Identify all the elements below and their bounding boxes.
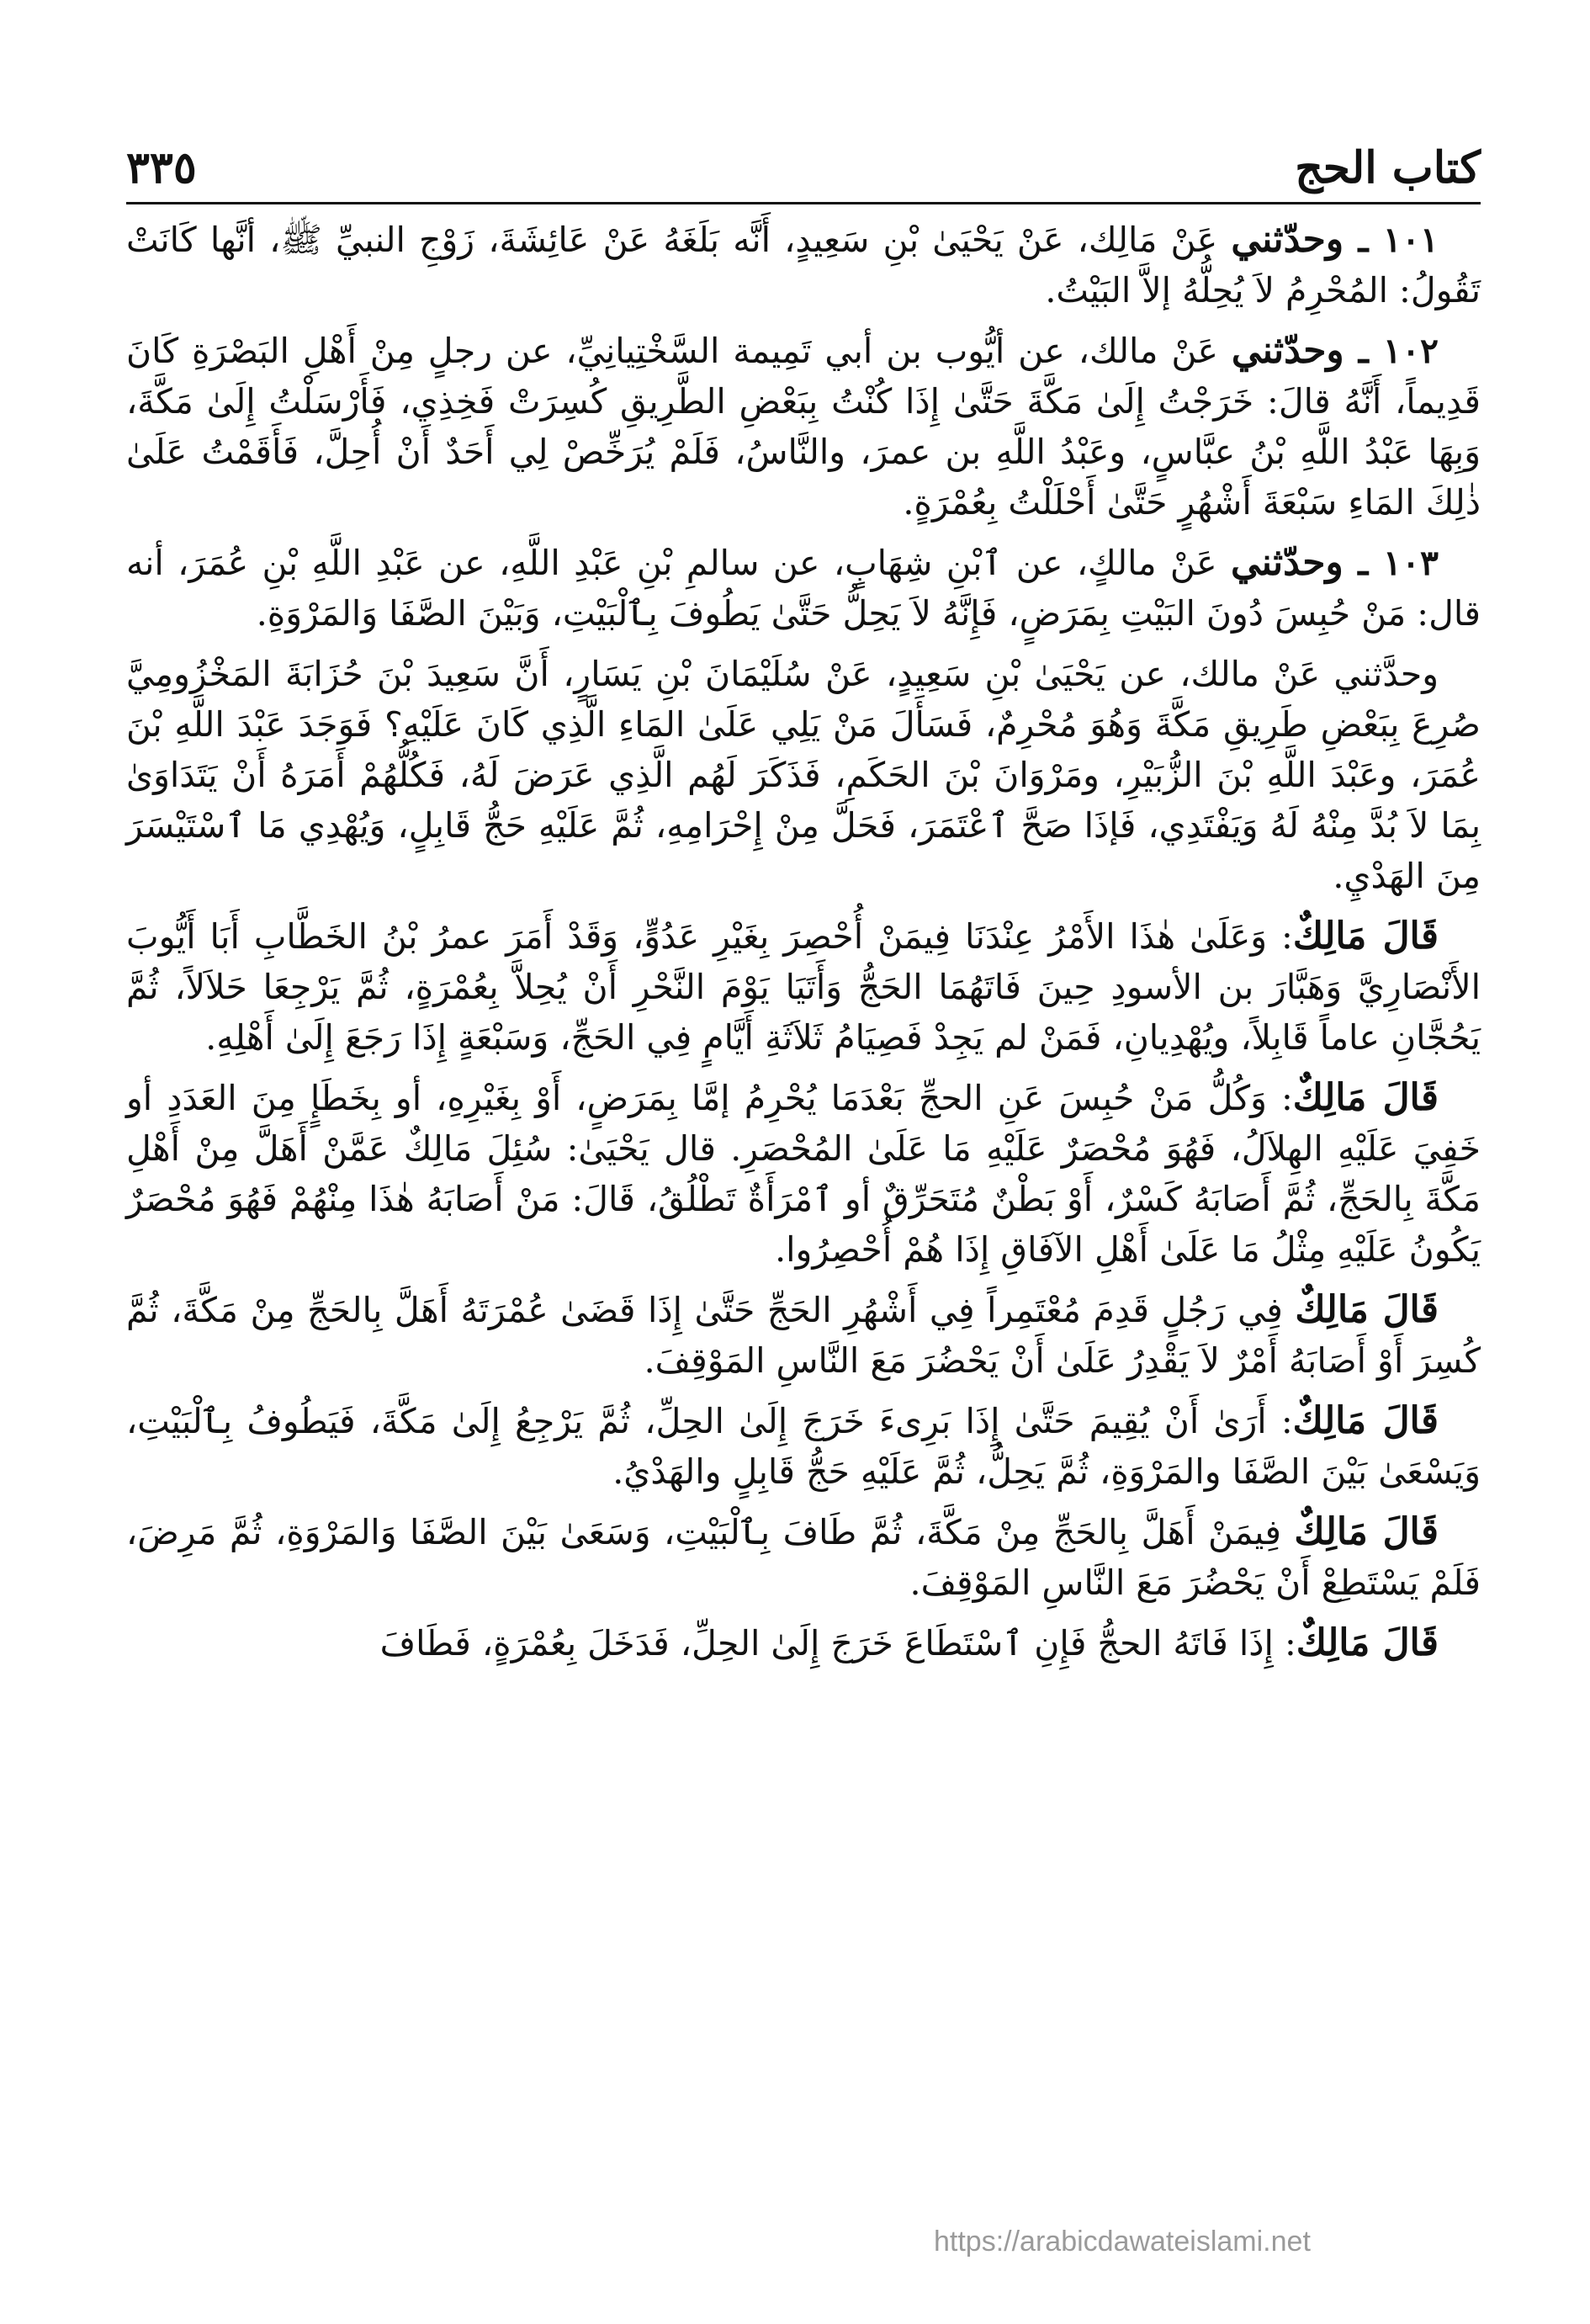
separator: ـ xyxy=(1344,220,1383,260)
hadith-paragraph xyxy=(126,538,1481,639)
page-number: ٣٣٥ xyxy=(126,142,197,194)
malik-paragraph xyxy=(126,1285,1481,1386)
paragraph-text: : أَرَىٰ أَنْ يُقِيمَ حَتَّىٰ إِذَا بَرِىءَ خَرَجَ إِلَىٰ الحِلِّ، ثُمَّ يَرْجِعُ إِلَىٰ مَكَّةَ، فَيَطُوفُ بِٱلْبَيْتِ، وَيَسْعَىٰ بَيْنَ الصَّفَا والمَرْوَةِ، ثُمَّ يَحِلُّ، ثُمَّ عَلَيْهِ حَجُّ قَابِلٍ والهَدْيُ. xyxy=(126,1401,1481,1492)
malik-paragraph xyxy=(126,1618,1481,1669)
paragraph-text: عَنْ مالك، عن أيُّوب بن أبي تَمِيمة السَّخْتِيانِيِّ، عن رجلٍ مِنْ أَهْلِ البَصْرَةِ كَانَ قَدِيماً، أَنَّهُ قالَ: خَرَجْتُ إِلَىٰ مَكَّةَ حَتَّىٰ إِذَا كُنْتُ بِبَعْضِ الطَّرِيقِ كُسِرَتْ فَخِذِي، فَأَرْسَلْتُ إِلَىٰ مَكَّةَ، وَبِهَا عَبْدُ اللَّهِ بْنُ عبَّاسٍ، وعَبْدُ اللَّهِ بن عمرَ، والنَّاسُ، فَلَمْ يُرَخِّصْ لِي أَحَدٌ أَنْ أُحِلَّ، فَأَقَمْتُ عَلَىٰ ذٰلِكَ المَاءِ سَبْعَةَ أَشْهُرٍ حَتَّىٰ أَحْلَلْتُ بِعُمْرَةٍ. xyxy=(126,331,1481,523)
lead-word: قَالَ مَالِكٌ xyxy=(1292,915,1439,958)
malik-paragraph xyxy=(126,1396,1481,1497)
lead-word: وحدّثني xyxy=(1231,218,1344,261)
hadith-number: ١٠١ xyxy=(1382,220,1439,260)
lead-word: قَالَ مَالِكٌ xyxy=(1292,1076,1439,1119)
page-header xyxy=(126,118,1481,204)
malik-paragraph xyxy=(126,1507,1481,1608)
separator: ـ xyxy=(1344,331,1383,371)
hadith-number: ١٠٢ xyxy=(1382,331,1439,371)
lead-word: وحدّثني xyxy=(1230,541,1344,584)
separator: ـ xyxy=(1343,543,1383,583)
paragraph-text: : إِذَا فَاتَهُ الحجُّ فَإِنِ ٱسْتَطَاعَ خَرَجَ إِلَىٰ الحِلِّ، فَدَخَلَ بِعُمْرَةٍ، فَطَافَ xyxy=(379,1623,1296,1663)
paragraph-text: فِي رَجُلٍ قَدِمَ مُعْتَمِراً فِي أَشْهُرِ الحَجِّ حَتَّىٰ إِذَا قَضَىٰ عُمْرَتَهُ أَهَلَّ بِالحَجِّ مِنْ مَكَّةَ، ثُمَّ كُسِرَ أَوْ أَصَابَهُ أَمْرٌ لاَ يَقْدِرُ عَلَىٰ أَنْ يَحْضُرَ مَعَ النَّاسِ المَوْقِفَ. xyxy=(126,1290,1481,1381)
watermark-url: https://arabicdawateislami.net xyxy=(934,2226,1311,2258)
hadith-paragraph xyxy=(126,326,1481,528)
malik-paragraph xyxy=(126,1073,1481,1275)
lead-word: قَالَ مَالِكٌ xyxy=(1296,1621,1439,1664)
paragraph-text: وحدَّثني عَنْ مالك، عن يَحْيَىٰ بْنِ سَعِيدٍ، عَنْ سُلَيْمَانَ بْنِ يَسَارٍ، أَنَّ سَعِيدَ بْنَ حُزَابَةَ المَخْزُومِيَّ صُرِعَ بِبَعْضِ طَرِيقِ مَكَّةَ وَهُوَ مُحْرِمٌ، فَسَأَلَ مَنْ يَلِي عَلَىٰ المَاءِ الَّذِي كَانَ عَلَيْهِ؟ فَوَجَدَ عَبْدَ اللَّهِ بْنَ عُمَرَ، وعَبْدَ اللَّهِ بْنَ الزُّبَيْرِ، ومَرْوَانَ بْنَ الحَكَمِ، فَذَكَرَ لَهُم الَّذِي عَرَضَ لَهُ، فَكُلُّهُمْ أَمَرَهُ أَنْ يَتَدَاوَىٰ بِمَا لاَ بُدَّ مِنْهُ لَهُ وَيَفْتَدِي، فَإذَا صَحَّ ٱعْتَمَرَ، فَحَلَّ مِنْ إِحْرَامِهِ، ثُمَّ عَلَيْهِ حَجُّ قَابِلٍ، وَيُهْدِي مَا ٱسْتَيْسَرَ مِنَ الهَدْيِ. xyxy=(126,654,1481,896)
malik-paragraph xyxy=(126,911,1481,1063)
paragraph-text: عَنْ مَالِك، عَنْ يَحْيَىٰ بْنِ سَعِيدٍ، أَنَّه بَلَغَهُ عَنْ عَائِشَةَ، زَوْجِ النبيِّ ﷺ، أنَّها كَانَتْ تَقُولُ: المُحْرِمُ لاَ يُحِلُّهُ إلاَّ البَيْتُ. xyxy=(126,220,1481,310)
hadith-paragraph xyxy=(126,215,1481,316)
hadith-number: ١٠٣ xyxy=(1382,543,1439,583)
paragraph-text: فِيمَنْ أَهَلَّ بِالحَجِّ مِنْ مَكَّةَ، ثُمَّ طَافَ بِٱلْبَيْتِ، وَسَعَىٰ بَيْنَ الصَّفَا وَالمَرْوَةِ، ثُمَّ مَرِضَ، فَلَمْ يَسْتَطِعْ أَنْ يَحْضُرَ مَعَ النَّاسِ المَوْقِفَ. xyxy=(126,1512,1481,1603)
paragraph-text: : وَعَلَىٰ هٰذَا الأَمْرُ عِنْدَنَا فِيمَنْ أُحْصِرَ بِغَيْرِ عَدُوٍّ، وَقَدْ أَمَرَ عمرُ بْنُ الخَطَّابِ أَبَا أَيُّوبَ الأَنْصَارِيَّ وَهَبَّارَ بن الأسودِ حِينَ فَاتَهُمَا الحَجُّ وَأَتَيَا يَوْمَ النَّحْرِ أَنْ يُحِلاَّ بِعُمْرَةٍ، ثُمَّ يَرْجِعَا حَلاَلاً، ثُمَّ يَحُجَّانِ عاماً قَابِلاً، ويُهْدِيانِ، فَمَنْ لم يَجِدْ فَصِيَامُ ثَلاَثَةِ أَيَّامٍ فِي الحَجِّ، وَسَبْعَةٍ إِذَا رَجَعَ إِلَىٰ أَهْلِهِ. xyxy=(126,916,1481,1058)
lead-word: قَالَ مَالِكٌ xyxy=(1292,1399,1439,1442)
narration-paragraph xyxy=(126,649,1481,901)
paragraph-text: : وَكُلُّ مَنْ حُبِسَ عَنِ الحجِّ بَعْدَمَا يُحْرِمُ إمَّا بِمَرَضٍ، أَوْ بِغَيْرِهِ، أو بِخَطَإٍ مِنَ العَدَدِ أو خَفِيَ عَلَيْهِ الهِلاَلُ، فَهُوَ مُحْصَرٌ عَلَيْهِ مَا عَلَىٰ المُحْصَرِ. قال يَحْيَىٰ: سُئِلَ مَالِكٌ عَمَّنْ أَهَلَّ مِنْ أَهْلِ مَكَّةَ بِالحَجِّ، ثُمَّ أَصَابَهُ كَسْرٌ، أَوْ بَطْنٌ مُتَحَرِّقٌ أو ٱمْرَأَةٌ تَطْلُقُ، قَالَ: مَنْ أَصَابَهُ هٰذَا مِنْهُمْ فَهُوَ مُحْصَرٌ يَكُونُ عَلَيْهِ مِثْلُ مَا عَلَىٰ أَهْلِ الآفَاقِ إِذَا هُمْ أُحْصِرُوا. xyxy=(126,1078,1481,1270)
page-body xyxy=(126,215,1481,1679)
paragraph-text: عَنْ مالكٍ، عن ٱبْنِ شِهَابٍ، عن سالمِ بْنِ عَبْدِ اللَّهِ، عن عَبْدِ اللَّهِ بْنِ عُمَرَ، أنه قال: مَنْ حُبِسَ دُونَ البَيْتِ بِمَرَضٍ، فَإِنَّهُ لاَ يَحِلُّ حَتَّىٰ يَطُوفَ بِٱلْبَيْتِ، وَبَيْنَ الصَّفَا وَالمَرْوَةِ. xyxy=(126,543,1481,634)
lead-word: وحدّثني xyxy=(1231,329,1344,372)
lead-word: قَالَ مَالِكٌ xyxy=(1295,1288,1439,1331)
chapter-title: كتاب الحج xyxy=(1295,142,1481,194)
lead-word: قَالَ مَالِكٌ xyxy=(1294,1510,1439,1553)
